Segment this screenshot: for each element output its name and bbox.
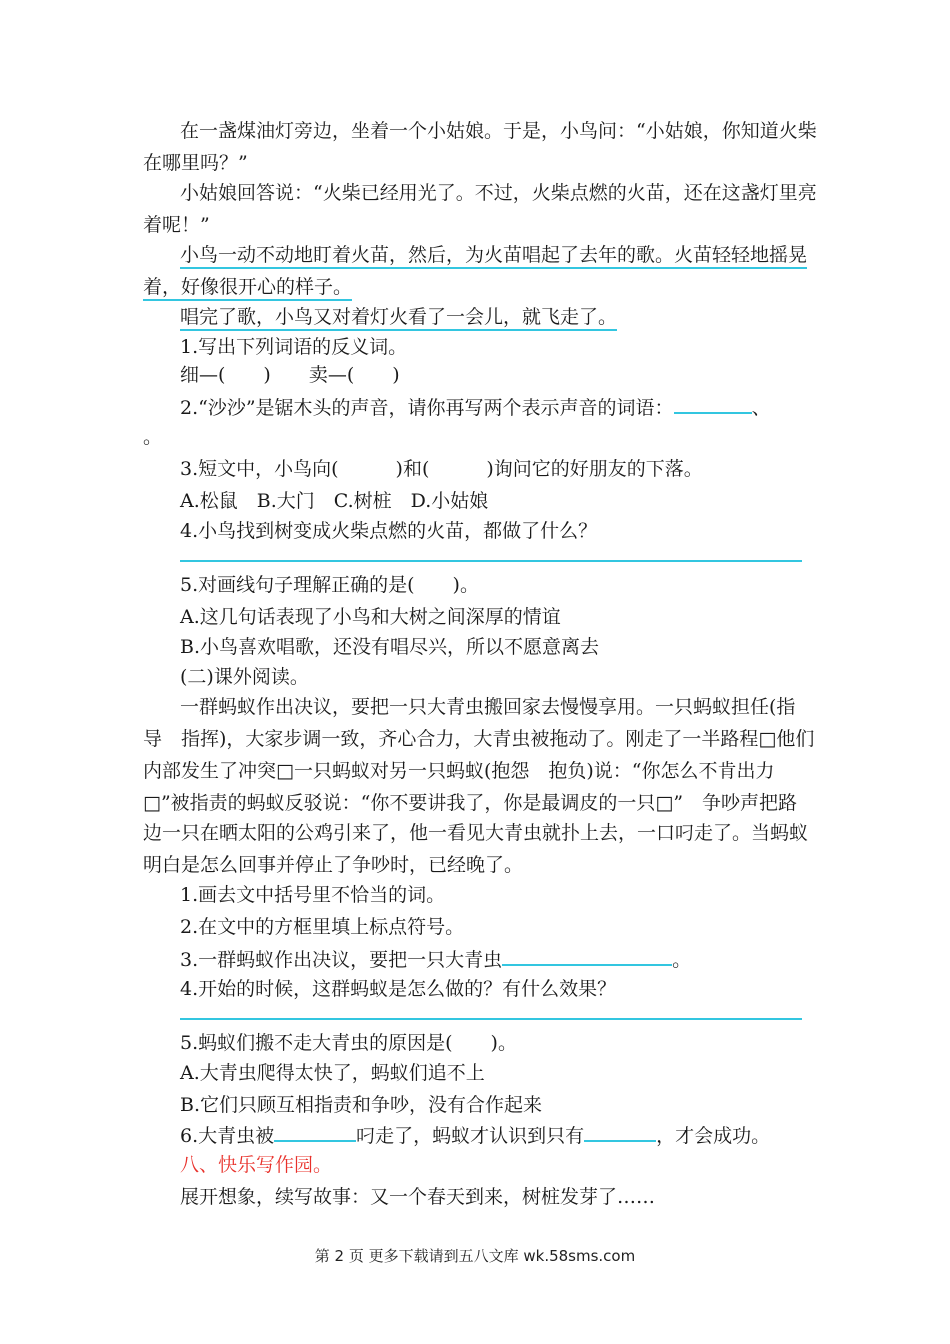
- answer-blank[interactable]: [584, 1122, 656, 1142]
- question-4: 4.小鸟找到树变成火柴点燃的火苗，都做了什么？: [180, 520, 598, 542]
- question-3-options: A.松鼠 B.大门 C.树桩 D.小姑娘: [180, 490, 489, 512]
- question-1-items: 细—( ) 卖—( ): [180, 364, 400, 386]
- passage-line: 在哪里吗？”: [143, 152, 248, 174]
- question-2-sep: 、: [751, 397, 771, 419]
- question-6-text: 6.大青虫被: [180, 1125, 275, 1147]
- passage-line: 明白是怎么回事并停止了争吵时，已经晚了。: [143, 854, 524, 876]
- question-3: 3.短文中，小鸟向( )和( )询问它的好朋友的下落。: [180, 458, 703, 480]
- writing-prompt: 展开想象，续写故事：又一个春天到来，树桩发芽了……: [180, 1186, 656, 1208]
- question-5-option-b: B.它们只顾互相指责和争吵，没有合作起来: [180, 1094, 543, 1116]
- question-2: [180, 394, 771, 421]
- question-1: 1.写出下列词语的反义词。: [180, 336, 408, 358]
- writing-section-title: 八、快乐写作园。: [180, 1154, 333, 1176]
- question-2-end: 。: [143, 426, 163, 448]
- passage-line: 在一盏煤油灯旁边，坐着一个小姑娘。于是，小鸟问：“小姑娘，你知道火柴: [180, 120, 817, 142]
- passage-line: 导 指挥)，大家步调一致，齐心合力，大青虫被拖动了。刚走了一半路程□他们: [143, 728, 815, 750]
- question-3-end: 。: [672, 949, 692, 971]
- section-title: (二)课外阅读。: [180, 666, 309, 688]
- question-5: 5.对画线句子理解正确的是( )。: [180, 574, 479, 596]
- question-5-option-a: A.大青虫爬得太快了，蚂蚁们追不上: [180, 1062, 485, 1084]
- underlined-sentence: [180, 242, 807, 268]
- underlined-sentence: [143, 274, 352, 300]
- answer-blank[interactable]: [502, 946, 672, 966]
- question-3: [180, 946, 691, 973]
- question-3-text: 3.一群蚂蚁作出决议，要把一只大青虫: [180, 949, 503, 971]
- question-6-end: ，才会成功。: [656, 1125, 771, 1147]
- passage-line: 一群蚂蚁作出决议，要把一只大青虫搬回家去慢慢享用。一只蚂蚁担任(指: [180, 696, 796, 718]
- question-6: [180, 1122, 770, 1149]
- underlined-text: 小鸟一动不动地盯着火苗，然后，为火苗唱起了去年的歌。火苗轻轻地摇晃: [180, 244, 807, 269]
- question-1: 1.画去文中括号里不恰当的词。: [180, 884, 446, 906]
- underlined-text: 着，好像很开心的样子。: [143, 276, 352, 301]
- passage-line: 内部发生了冲突□一只蚂蚁对另一只蚂蚁(抱怨 抱负)说：“你怎么不肯出力: [143, 760, 775, 782]
- question-4: 4.开始的时候，这群蚂蚁是怎么做的？有什么效果？: [180, 978, 617, 1000]
- underlined-sentence: [180, 304, 617, 330]
- answer-blank[interactable]: [674, 394, 752, 414]
- passage-line: 小姑娘回答说：“火柴已经用光了。不过，火柴点燃的火苗，还在这盏灯里亮: [180, 182, 817, 204]
- question-2-text: 2.“沙沙”是锯木头的声音，请你再写两个表示声音的词语：: [180, 397, 674, 419]
- answer-line[interactable]: [180, 1018, 802, 1020]
- page-footer: 第 2 页 更多下载请到五八文库 wk.58sms.com: [314, 1247, 636, 1265]
- question-5: 5.蚂蚁们搬不走大青虫的原因是( )。: [180, 1032, 517, 1054]
- question-6-text: 叼走了，蚂蚁才认识到只有: [356, 1125, 585, 1147]
- passage-line: □”被指责的蚂蚁反驳说：“你不要讲我了，你是最调皮的一只□” 争吵声把路: [143, 792, 798, 814]
- underlined-text: 唱完了歌，小鸟又对着灯火看了一会儿，就飞走了。: [180, 306, 617, 331]
- answer-line[interactable]: [180, 560, 802, 562]
- answer-blank[interactable]: [274, 1122, 356, 1142]
- question-5-option-b: B.小鸟喜欢唱歌，还没有唱尽兴，所以不愿意离去: [180, 636, 600, 658]
- question-5-option-a: A.这几句话表现了小鸟和大树之间深厚的情谊: [180, 606, 561, 628]
- question-2: 2.在文中的方框里填上标点符号。: [180, 916, 465, 938]
- passage-line: 边一只在晒太阳的公鸡引来了，他一看见大青虫就扑上去，一口叼走了。当蚂蚁: [143, 822, 809, 844]
- passage-line: 着呢！”: [143, 214, 210, 236]
